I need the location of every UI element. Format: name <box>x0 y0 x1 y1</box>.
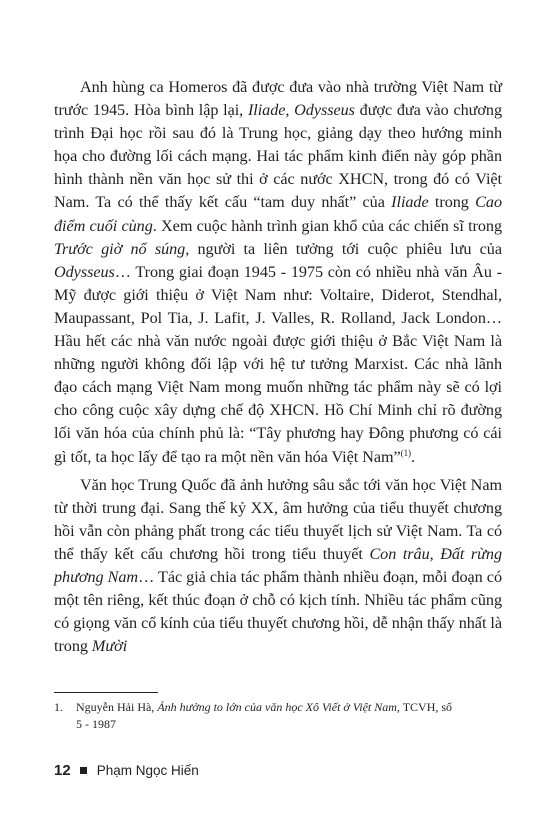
square-bullet-icon <box>80 767 87 774</box>
italic-text: Ảnh hưởng to lớn của văn học Xô Viết ở Việt Nam <box>157 700 397 714</box>
text-run: Nguyễn Hải Hà, <box>76 700 158 714</box>
footnote-number: 1. <box>54 700 63 714</box>
text-run: , <box>429 544 441 563</box>
footnote-text <box>76 700 452 714</box>
footnote-rule <box>54 692 158 693</box>
body-text <box>54 76 502 658</box>
italic-text: Cao điểm cuối cùng <box>54 193 502 235</box>
italic-text: Mười <box>91 637 128 656</box>
page-footer <box>54 760 199 780</box>
paragraph <box>54 474 502 659</box>
italic-text: Con trâu <box>369 544 430 563</box>
italic-text: Iliade, Odysseus <box>247 101 355 120</box>
footnote-reference: (1) <box>400 447 412 458</box>
italic-text: Đất rừng phương Nam <box>54 544 502 586</box>
paragraph <box>54 76 502 469</box>
italic-text: Iliade <box>391 193 429 212</box>
text-run: Anh hùng ca Homeros đã được đưa vào nhà trường Việt Nam từ trước 1945. Hòa bình lập lại, <box>54 78 502 120</box>
footnote <box>54 699 502 733</box>
page-number: 12 <box>54 761 71 779</box>
text-run: trong <box>428 193 476 212</box>
footnote-continuation: 5 - 1987 <box>76 717 116 731</box>
text-run: . Xem cuộc hành trình gian khổ của các chiến sĩ trong <box>152 216 502 235</box>
text-run: , người ta liên tưởng tới cuộc phiêu lưu của <box>185 239 502 258</box>
text-run: được đưa vào chương trình Đại học rồi sau đó là Trung học, giảng dạy theo hướng minh họa cho đường lối cách mạng. Hai tác phẩm kinh điển này góp phần hình thành nền văn học sử thi ở các nước XHCN, trong đó có Việt Nam. Ta có thể thấy kết cấu “tam duy nhất” của <box>54 101 502 212</box>
text-run: … Trong giai đoạn 1945 - 1975 còn có nhiều nhà văn Âu - Mỹ được giới thiệu ở Việt Nam như: Voltaire, Diderot, Stendhal, Maupassant, Pol Tia, J. Lafit, J. Valles, R. Rolland, Jack London… Hầu hết các nhà văn nước ngoài được giới thiệu ở Bắc Việt Nam là những người không đối lập với hệ tư tưởng Marxist. Các nhà lãnh đạo cách mạng Việt Nam mong muốn những tác phẩm này sẽ có lợi cho công cuộc xây dựng chế độ XHCN. Hồ Chí Minh chỉ rõ đường lối văn hóa của chính phủ là: “Tây phương hay Đông phương có cái gì tốt, ta học lấy để tạo ra một nền văn hóa Việt Nam” <box>54 262 502 466</box>
author-name: Phạm Ngọc Hiến <box>96 762 199 778</box>
italic-text: Trước giờ nổ súng <box>54 239 186 258</box>
text-run: . <box>411 447 416 466</box>
text-run: … Tác giả chia tác phẩm thành nhiều đoạn, mỗi đoạn có một tên riêng, kết thúc đoạn ở chỗ có kịch tính. Nhiều tác phẩm cũng có giọng văn cổ kính của tiểu thuyết chương hồi, dễ nhận thấy nhất là trong <box>54 567 502 656</box>
text-run: , TCVH, số <box>396 700 453 714</box>
italic-text: Odysseus <box>54 262 115 281</box>
text-run: Văn học Trung Quốc đã ảnh hưởng sâu sắc tới văn học Việt Nam từ thời trung đại. Sang thế kỷ XX, âm hưởng của tiểu thuyết chương hồi vẫn còn phảng phất trong các tiểu thuyết lịch sử Việt Nam. Ta có thể thấy kết cấu chương hồi trong tiểu thuyết <box>54 475 502 563</box>
